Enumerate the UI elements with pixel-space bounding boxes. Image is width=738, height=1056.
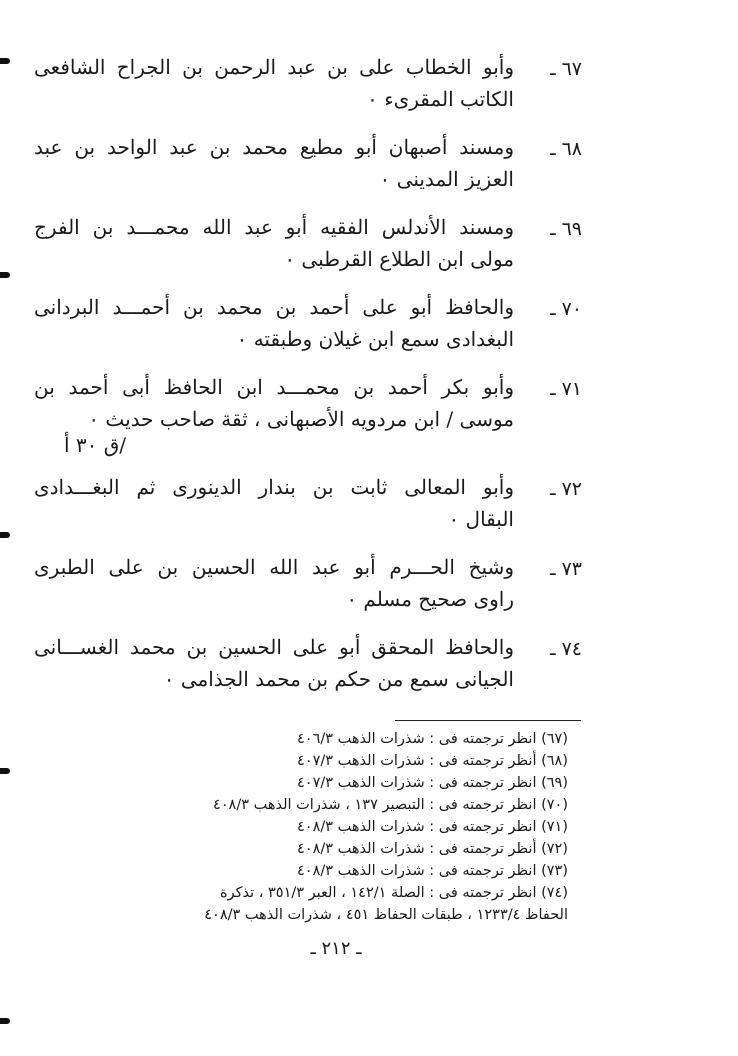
entry-text-line: وشيخ الحـــرم أبو عبد الله الحسين بن على الطبرى [34, 555, 514, 579]
footnote: (٦٩) انظر ترجمته فى : شذرات الذهب ٤٠٧/٣ [297, 775, 568, 791]
entry-text-line: راوى صحيح مسلم ٠ [346, 587, 514, 611]
entry-number: ٦٨ ـ [549, 138, 582, 160]
entry-text-line: وأبو الخطاب على بن عبد الرحمن بن الجراح الشافعى [34, 55, 514, 79]
footnote-continuation: الحفاظ ١٢٣٣/٤ ، طبقات الحفاظ ٤٥١ ، شذرات الذهب ٤٠٨/٣ [204, 907, 568, 923]
entry-text-line: وأبو بكر أحمد بن محمـــد ابن الحافظ أبى أحمد بن [34, 375, 514, 399]
margin-mark [0, 272, 10, 278]
entry-text-line: ومسند الأندلس الفقيه أبو عبد الله محمـــد بن الفرج [34, 215, 514, 239]
entry-number: ٧٤ ـ [549, 638, 582, 660]
entry-text-line: ومسند أصبهان أبو مطيع محمد بن عبد الواحد بن عبد [34, 135, 514, 159]
entry-text-line: موسى / ابن مردويه الأصبهانى ، ثقة صاحب حديث ٠ [88, 407, 514, 431]
footnotes [70, 728, 568, 926]
entry-number: ٧٣ ـ [549, 558, 582, 580]
footnote: (٦٨) أنظر ترجمته فى : شذرات الذهب ٤٠٧/٣ [297, 753, 568, 769]
entry-73 [34, 548, 582, 628]
footnote: (٧٤) انظر ترجمته فى : الصلة ١٤٢/١ ، العبر ٣٥١/٣ ، تذكرة [219, 885, 568, 901]
entry-text-line: البغدادى سمع ابن غيلان وطبقته ٠ [236, 327, 514, 351]
footnote: (٧٠) انظر ترجمته فى : التبصير ١٣٧ ، شذرات الذهب ٤٠٨/٣ [212, 797, 568, 813]
margin-mark [0, 768, 10, 774]
entry-number: ٧٠ ـ [549, 298, 582, 320]
entry-text-line: الجيانى سمع من حكم بن محمد الجذامى ٠ [163, 667, 514, 691]
entry-text-line: وأبو المعالى ثابت بن بندار الدينورى ثم البغـــدادى [34, 475, 514, 499]
footnote-divider [395, 720, 581, 721]
entry-number: ٧١ ـ [549, 378, 582, 400]
entry-text-line: والحافظ المحقق أبو على الحسين بن محمد الغســـانى [34, 635, 514, 659]
entry-text-line: البقال ٠ [448, 507, 514, 531]
entry-67 [34, 48, 582, 128]
entry-text-line: الكاتب المقرىء ٠ [367, 87, 514, 111]
footnote: (٧١) انظر ترجمته فى : شذرات الذهب ٤٠٨/٣ [297, 819, 568, 835]
margin-mark [0, 1018, 10, 1024]
footnote: (٦٧) انظر ترجمته فى : شذرات الذهب ٤٠٦/٣ [297, 731, 568, 747]
entry-text-line: مولى ابن الطلاع القرطبى ٠ [284, 247, 514, 271]
entry-74 [34, 628, 582, 708]
manuscript-folio-marker: /ق ٣٠ أ [63, 433, 126, 457]
entry-number: ٦٧ ـ [549, 58, 582, 80]
entry-68 [34, 128, 582, 208]
margin-mark [0, 58, 10, 64]
entry-69 [34, 208, 582, 288]
page-number: ـ ٢١٢ ـ [310, 938, 362, 959]
entry-71 [34, 368, 582, 468]
entry-number: ٧٢ ـ [549, 478, 582, 500]
entry-text-line: والحافظ أبو على أحمد بن محمد بن أحمـــد البردانى [34, 295, 514, 319]
biography-entries [34, 48, 582, 708]
entry-72 [34, 468, 582, 548]
footnote: (٧٣) انظر ترجمته فى : شذرات الذهب ٤٠٨/٣ [297, 863, 568, 879]
entry-text-line: العزيز المدينى ٠ [379, 167, 514, 191]
margin-mark [0, 532, 10, 538]
footnote: (٧٢) أنظر ترجمته فى : شذرات الذهب ٤٠٨/٣ [297, 841, 568, 857]
entry-number: ٦٩ ـ [549, 218, 582, 240]
entry-70 [34, 288, 582, 368]
